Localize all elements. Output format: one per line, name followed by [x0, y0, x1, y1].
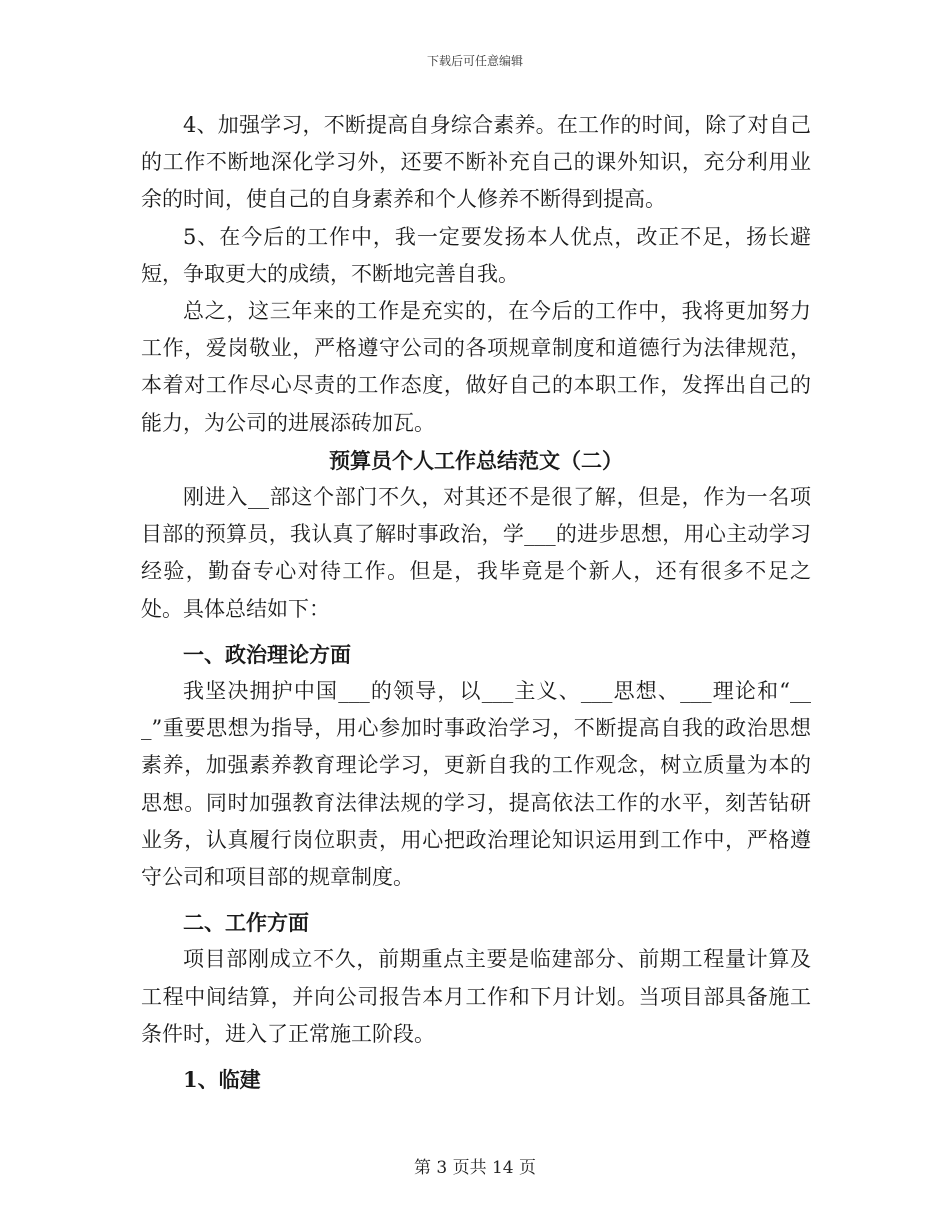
heading-work: 二、工作方面	[183, 910, 309, 936]
document-body	[141, 107, 811, 1098]
paragraph-work: 项目部刚成立不久，前期重点主要是临建部分、前期工程量计算及工程中间结算，并向公司报告本月工作和下月计划。当项目部具备施工条件时，进入了正常施工阶段。	[141, 947, 811, 1046]
page-footer: 第 3 页共 14 页	[413, 1158, 537, 1178]
paragraph-politics: 我坚决拥护中国___的领导，以___主义、___思想、___理论和“___”重要思想为指导，用心参加时事政治学习，不断提高自我的政治思想素养，加强素养教育理论学习，更新自我的工作观念，树立质量为本的思想。同时加强教育法律法规的学习，提高依法工作的水平，刻苦钻研业务，认真履行岗位职责，用心把政治理论知识运用到工作中，严格遵守公司和项目部的规章制度。	[141, 679, 811, 890]
paragraph-intro: 刚进入__部这个部门不久，对其还不是很了解，但是，作为一名项目部的预算员，我认真了解时事政治，学___的进步思想，用心主动学习经验，勤奋专心对待工作。但是，我毕竟是个新人，还有很多不足之处。具体总结如下：	[141, 485, 811, 621]
paragraph-study: 4、加强学习，不断提高自身综合素养。在工作的时间，除了对自己的工作不断地深化学习外，还要不断补充自己的课外知识，充分利用业余的时间，使自己的自身素养和个人修养不断得到提高。	[141, 113, 811, 212]
paragraph-summary: 总之，这三年来的工作是充实的，在今后的工作中，我将更加努力工作，爱岗敬业，严格遵守公司的各项规章制度和道德行为法律规范，本着对工作尽心尽责的工作态度，做好自己的本职工作，发挥出自己的能力，为公司的进展添砖加瓦。	[141, 299, 811, 435]
heading-temporary: 1、临建	[183, 1067, 261, 1093]
paragraph-improve: 5、在今后的工作中，我一定要发扬本人优点，改正不足，扬长避短，争取更大的成绩，不断地完善自我。	[141, 224, 811, 286]
heading-politics: 一、政治理论方面	[183, 641, 351, 667]
section-title: 预算员个人工作总结范文（二）	[329, 447, 623, 473]
page-header: 下载后可任意编辑	[426, 54, 523, 68]
